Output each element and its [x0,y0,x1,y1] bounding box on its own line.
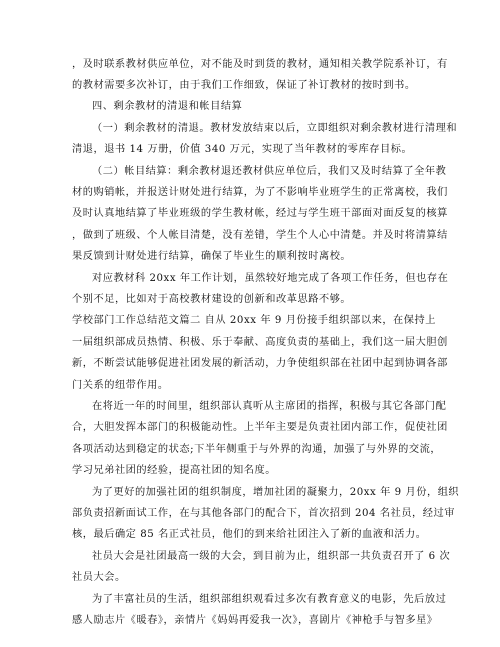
text-line: 为了更好的加强社团的组织制度，增加社团的凝聚力，20xx 年 9 月份，组织 [92,487,460,498]
text-line: 学习兄弟社团的经验，提高社团的知名度。 [72,465,277,476]
text-line: 部负责招新面试工作，在与其他各部门的配合下，首次招到 204 名社员，经过审 [72,508,456,519]
text-line: 在将近一年的时间里，组织部认真听从主席团的指挥，积极与其它各部门配 [92,401,447,412]
text-line: ，做到了班级、个人帐目清楚，没有差错，学生个人心中清楚。并及时将清算结 [72,230,448,241]
text-line: 核，最后确定 85 名正式社员，他们的到来给社团注入了新的血液和活力。 [72,529,427,540]
text-line: 一届组织部成员热情、积极、乐于奉献、高度负责的基础上，我们这一届大胆创 [72,337,448,348]
text-line: 社员大会。 [72,572,126,583]
text-line: 门关系的纽带作用。 [72,380,169,391]
text-line: 社员大会是社团最高一级的大会，到目前为止，组织部一共负责召开了 6 次 [92,551,451,562]
text-line: 各项活动达到稳定的状态;下半年侧重于与外界的沟通，加强了与外界的交流， [72,444,442,455]
text-line: 的教材需要多次补订，由于我们工作细致，保证了补订教材的按时到书。 [72,80,416,91]
text-line: 新，不断尝试能够促进社团发展的新活动，力争使组织部在社团中起到协调各部 [72,358,448,369]
text-line: ，及时联系教材供应单位，对不能及时到货的教材，通知相关教学院系补订，有 [72,59,448,70]
article-title-line: 学校部门工作总结范文篇二 自从 20xx 年 9 月份接手组织部以来，在保持上 [72,315,437,326]
text-line: 清退，退书 14 万册，价值 340 万元，实现了当年教材的零库存目标。 [72,144,413,155]
text-line: 果反馈到计财处进行结算，确保了毕业生的顺利按时离校。 [72,251,352,262]
text-line: 合，大胆发挥本部门的积极能动性。上半年主要是负责社团内部工作，促使社团 [72,422,448,433]
text-line: 及时认真地结算了毕业班级的学生教材帐，经过与学生班干部面对面反复的核算 [72,208,448,219]
section-heading: 四、剩余教材的清退和帐目结算 [92,101,243,112]
text-line: 对应教材科 20xx 年工作计划，虽然较好地完成了各项工作任务，但也存在 [92,273,449,284]
text-line: 材的购销帐，并报送计财处进行结算，为了不影响毕业班学生的正常离校，我们 [72,187,448,198]
text-line: 为了丰富社员的生活，组织部组织观看过多次有教育意义的电影，先后放过 [92,594,447,605]
text-line: 感人励志片《暖春》，亲情片《妈妈再爱我一次》，喜剧片《神枪手与智多星》 [72,615,438,626]
text-line: （二）帐目结算：剩余教材退还教材供应单位后，我们又及时结算了全年教 [92,166,447,177]
text-line: 个别不足，比如对于高校教材建设的创新和改革思路不够。 [72,294,352,305]
text-line: （一）剩余教材的清退。教材发放结束以后，立即组织对剩余教材进行清理和 [92,123,458,134]
